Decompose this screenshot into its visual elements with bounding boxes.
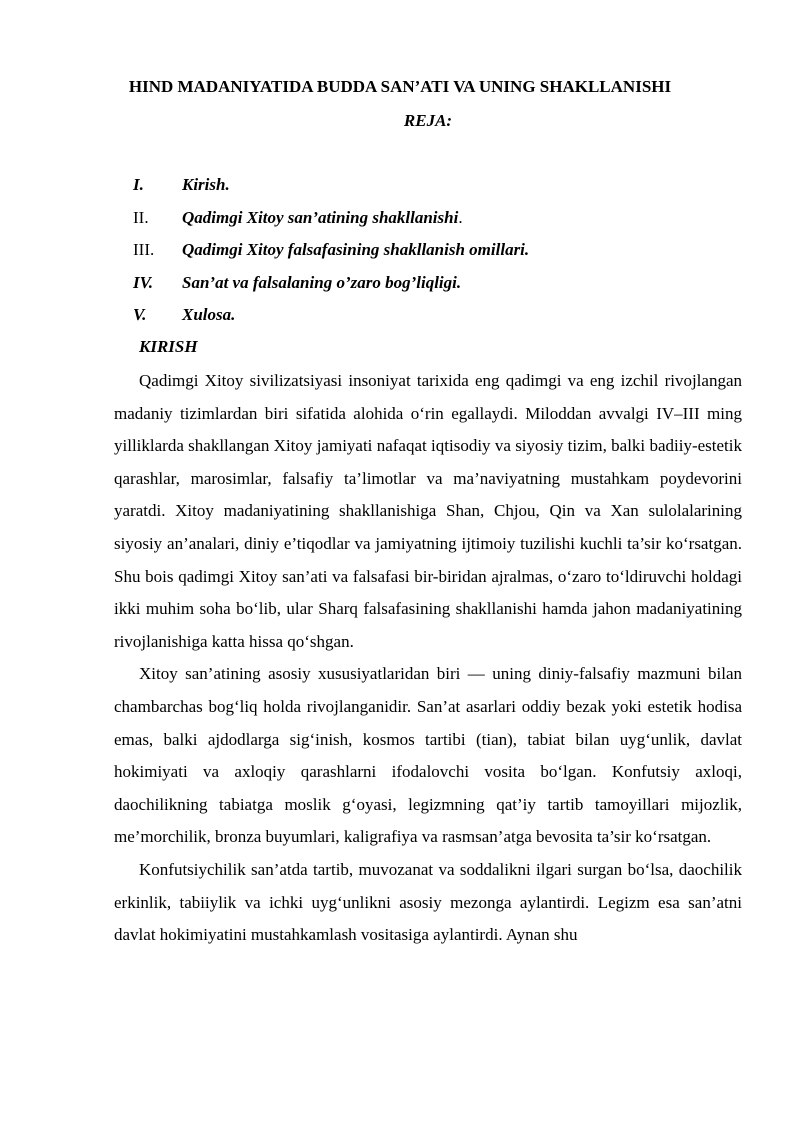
plan-list: [133, 174, 733, 337]
document-body: [114, 365, 742, 952]
plan-item-number: IV.: [133, 272, 154, 292]
plan-item-text: Xulosa.: [182, 305, 236, 324]
plan-item-number: II.: [133, 207, 149, 227]
plan-item-text: Qadimgi Xitoy falsafasining shakllanish omillari.: [182, 240, 530, 259]
plan-item-text: Qadimgi Xitoy san’atining shakllanishi.: [182, 207, 463, 227]
plan-heading: REJA:: [403, 111, 453, 130]
section-heading: KIRISH: [139, 337, 198, 356]
body-paragraph: Xitoy san’atining asosiy xususiyatlaridan biri — uning diniy-falsafiy mazmuni bilan chambarchas bog‘liq holda rivojlanganidir. San’at asarlari oddiy bezak yoki estetik hodisa emas, balki ajdodlarga sig‘inish, kosmos tartibi (tian), tabiat bilan uyg‘unlik, davlat hokimiyati va axloqiy qarashlarni ifodalovchi vosita bo‘lgan. Konfutsiy axloqi, daochilikning tabiatga moslik g‘oyasi, legizmning qat’iy tartib tamoyillari mijozlik, me’morchilik, bronza buyumlari, kaligrafiya va rasmsan’atga bevosita ta’sir ko‘rsatgan.: [114, 664, 742, 847]
plan-item: [133, 207, 733, 240]
body-paragraph: Konfutsiychilik san’atda tartib, muvozanat va soddalikni ilgari surgan bo‘lsa, daochilik erkinlik, tabiiylik va ichki uyg‘unlikni asosiy mezonga aylantirdi. Legizm esa san’atni davlat hokimiyatini mustahkamlash vositasiga aylantirdi. Aynan shu: [114, 859, 742, 945]
plan-item-text: San’at va falsalaning o’zaro bog’liqligi.: [182, 272, 462, 292]
plan-item: [133, 272, 733, 305]
plan-item-text: Kirish.: [182, 175, 230, 194]
plan-item-number: III.: [133, 240, 155, 259]
plan-item: [133, 304, 733, 337]
plan-item-number: I.: [133, 175, 144, 194]
body-paragraph: Qadimgi Xitoy sivilizatsiyasi insoniyat tarixida eng qadimgi va eng izchil rivojlangan madaniy tizimlardan biri sifatida alohida o‘rin egallaydi. Miloddan avvalgi IV–III ming yilliklarda shakllangan Xitoy jamiyati nafaqat iqtisodiy va siyosiy tizim, balki badiiy-estetik qarashlar, marosimlar, falsafiy ta’limotlar va ma’naviyatning mustahkam poydevorini yaratdi. Xitoy madaniyatining shakllanishiga Shan, Chjou, Qin va Xan sulolalarining siyosiy an’analari, diniy e’tiqodlar va jamiyatning ijtimoiy tuzilishi kuchli ta’sir ko‘rsatgan. Shu bois qadimgi Xitoy san’ati va falsafasi bir-biridan ajralmas, o‘zaro to‘ldiruvchi holdagi ikki muhim soha bo‘lib, ular Sharq falsafasining shakllanishi hamda jahon madaniyatining rivojlanishiga katta hissa qo‘shgan.: [114, 371, 742, 651]
plan-item-number: V.: [133, 305, 147, 324]
plan-item: [133, 239, 733, 272]
document-title: HIND MADANIYATIDA BUDDA SAN’ATI VA UNING SHAKLLANISHI: [128, 77, 672, 96]
plan-item: [133, 174, 733, 207]
